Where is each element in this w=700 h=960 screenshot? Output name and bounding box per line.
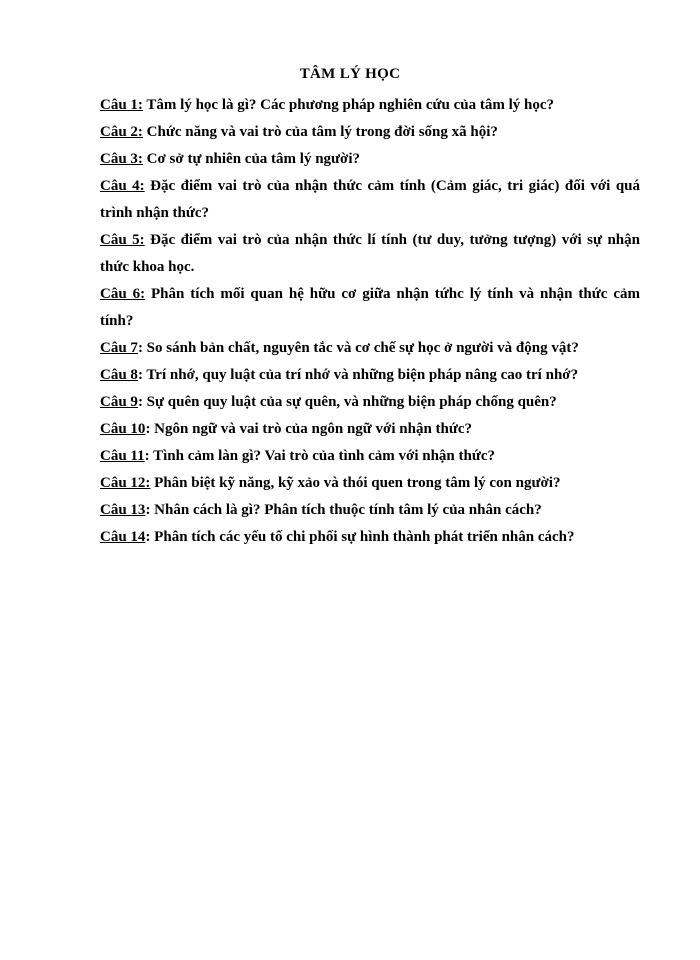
question-item <box>100 389 640 416</box>
question-item <box>100 443 640 470</box>
question-label: Câu 1: <box>100 97 143 113</box>
question-label: Câu 13 <box>100 502 146 518</box>
question-text: Tâm lý học là gì? Các phương pháp nghiên cứu của tâm lý học? <box>142 97 555 113</box>
question-text: Phân biệt kỹ năng, kỹ xảo và thói quen trong tâm lý con người? <box>150 475 561 491</box>
question-item <box>100 119 640 146</box>
question-label: Câu 5: <box>100 232 145 248</box>
question-label: Câu 11 <box>100 448 145 464</box>
question-item <box>100 335 640 362</box>
question-item <box>100 173 640 227</box>
question-item <box>100 227 640 281</box>
question-text: : Sự quên quy luật của sự quên, và những biện pháp chống quên? <box>137 394 557 410</box>
question-label: Câu 8 <box>100 367 138 383</box>
question-item <box>100 92 640 119</box>
question-label: Câu 2: <box>100 124 143 140</box>
question-label: Câu 4: <box>100 178 145 194</box>
question-text: Chức năng và vai trò của tâm lý trong đời sống xã hội? <box>142 124 498 140</box>
question-item <box>100 362 640 389</box>
question-label: Câu 14 <box>100 529 146 545</box>
question-label: Câu 3: <box>100 151 143 167</box>
question-label: Câu 6: <box>100 286 146 302</box>
question-item <box>100 470 640 497</box>
question-text: Đặc điểm vai trò của nhận thức lí tính (tư duy, tưởng tượng) với sự nhận thức khoa học. <box>100 232 640 275</box>
question-item <box>100 416 640 443</box>
question-label: Câu 12: <box>100 475 151 491</box>
question-text: : Ngôn ngữ và vai trò của ngôn ngữ với nhận thức? <box>145 421 473 437</box>
question-label: Câu 9 <box>100 394 138 410</box>
question-label: Câu 7 <box>100 340 138 356</box>
document-title: TÂM LÝ HỌC <box>299 66 401 82</box>
question-text: Cơ sở tự nhiên của tâm lý người? <box>142 151 361 167</box>
question-text: : Trí nhớ, quy luật của trí nhớ và những biện pháp nâng cao trí nhớ? <box>137 367 579 383</box>
question-label: Câu 10 <box>100 421 146 437</box>
question-item <box>100 281 640 335</box>
question-list <box>100 92 640 551</box>
question-item <box>100 497 640 524</box>
question-text: Đặc điểm vai trò của nhận thức cảm tính (Cảm giác, tri giác) đối với quá trình nhận thức? <box>100 178 641 221</box>
question-text: : Tình cảm làn gì? Vai trò của tình cảm với nhận thức? <box>144 448 496 464</box>
question-text: : Nhân cách là gì? Phân tích thuộc tính tâm lý của nhân cách? <box>145 502 542 518</box>
question-text: Phân tích mối quan hệ hữu cơ giữa nhận tứhc lý tính và nhận thức cảm tính? <box>100 286 641 329</box>
question-text: : So sánh bản chất, nguyên tắc và cơ chế sự học ở người và động vật? <box>137 340 579 356</box>
question-text: : Phân tích các yếu tố chi phối sự hình thành phát triển nhân cách? <box>145 529 575 545</box>
question-item <box>100 524 640 551</box>
question-item <box>100 146 640 173</box>
